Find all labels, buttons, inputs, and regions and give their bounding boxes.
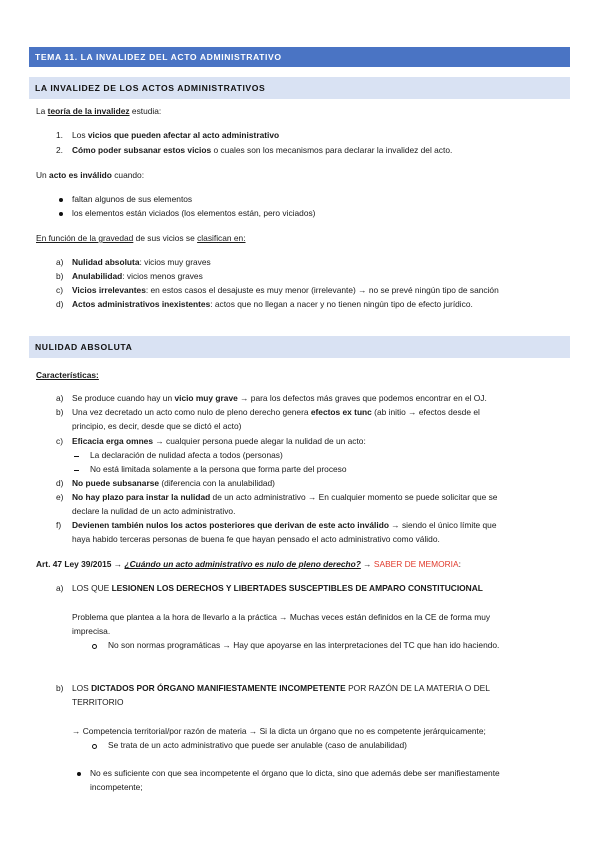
list-marker: b) (56, 407, 64, 417)
numbered-item-1 (56, 130, 586, 142)
text-post: cuando: (111, 170, 145, 180)
list-marker: b) (56, 683, 64, 693)
article-a-problem-cont: imprecisa. (72, 626, 111, 636)
char-c-sub-item: La declaración de nulidad afecta a todos (personas) (90, 450, 283, 460)
list-marker: d) (56, 299, 64, 309)
list-marker: e) (56, 492, 64, 502)
item-text: → siendo el único límite que (388, 520, 497, 530)
article-b-bullet: No es suficiente con que sea incompetente el órgano que lo dicta, sino que además debe ser manifiestamente (90, 768, 500, 778)
item-text: (ab initio → efectos desde el (371, 407, 480, 417)
item-bold: efectos ex tunc (310, 407, 372, 417)
text-bold: acto es inválido (49, 170, 112, 180)
item-bold: Vicios irrelevantes (72, 285, 146, 295)
arrow-text: → (111, 559, 125, 569)
bullet-item: los elementos están viciados (los elementos están, pero viciados) (72, 208, 316, 218)
article-b-competence: → Competencia territorial/por razón de materia → Si la dicta un órgano que no es competente jerárquicamente; (72, 726, 486, 736)
char-item-d (56, 478, 586, 490)
document-title-banner: TEMA 11. LA INVALIDEZ DEL ACTO ADMINISTRATIVO (29, 47, 570, 67)
list-marker: a) (56, 583, 64, 593)
item-text: LOS (72, 683, 92, 693)
item-text: o cuales son los mecanismos para declarar la invalidez del acto. (211, 145, 453, 155)
article-b-sub-item: Se trata de un acto administrativo que puede ser anulable (caso de anulabilidad) (108, 740, 407, 750)
item-text: Se produce cuando hay un (72, 393, 175, 403)
item-text: → cualquier persona puede alegar la nulidad de un acto: (153, 436, 366, 446)
intro-term: teoría de la invalidez (47, 106, 130, 116)
article-item-b (56, 683, 586, 695)
memorize-note: SABER DE MEMORIA (373, 559, 459, 569)
item-text: Una vez decretado un acto como nulo de pleno derecho genera (72, 407, 311, 417)
dash-marker (74, 456, 79, 457)
article-a-sub-item: No son normas programáticas → Hay que apoyarse en las interpretaciones del TC que han ido haciendo. (108, 640, 500, 650)
item-bold: Nulidad absoluta (72, 257, 140, 267)
section-heading-nulidad: NULIDAD ABSOLUTA (29, 336, 570, 358)
list-marker: f) (56, 520, 62, 530)
class-item-d (56, 299, 586, 311)
bullet-dot (59, 198, 63, 202)
article-item-b-cont: TERRITORIO (72, 697, 124, 707)
intro-paragraph (36, 106, 566, 118)
punctuation: : (458, 559, 461, 569)
article-question: ¿Cuándo un acto administrativo es nulo de pleno derecho? (124, 559, 361, 569)
article-a-problem: Problema que plantea a la hora de llevarlo a la práctica → Muchas veces están definidos en la CE de forma muy (72, 612, 491, 622)
char-item-b-cont: principio, es decir, desde que se dictó el acto) (72, 421, 242, 431)
item-text: (diferencia con la anulabilidad) (159, 478, 275, 488)
list-marker: d) (56, 478, 64, 488)
char-item-e (56, 492, 586, 504)
circle-bullet (92, 744, 97, 749)
item-bold: Devienen también nulos los actos posteriores que derivan de este acto inválido (72, 520, 389, 530)
bullet-dot (59, 212, 63, 216)
classification-intro (36, 233, 566, 245)
char-item-b (56, 407, 586, 419)
char-item-f (56, 520, 586, 532)
item-bold: Anulabilidad (72, 271, 123, 281)
class-item-a (56, 257, 586, 269)
class-item-b (56, 271, 586, 283)
caracteristicas-heading: Características: (36, 370, 99, 380)
article-item-a (56, 583, 586, 595)
item-bold: DICTADOS POR ÓRGANO MANIFIESTAMENTE INCOMPETENTE (91, 683, 346, 693)
item-bold: No puede subsanarse (72, 478, 160, 488)
item-text: POR RAZÓN DE LA MATERIA O DEL (345, 683, 490, 693)
intro-pre: La (36, 106, 48, 116)
circle-bullet (92, 644, 97, 649)
underlined-text: clasifican en: (197, 233, 246, 243)
class-item-c (56, 285, 586, 297)
item-text: Los (72, 130, 88, 140)
item-bold: vicios que pueden afectar al acto administrativo (87, 130, 280, 140)
underlined-text: En función de la gravedad (36, 233, 134, 243)
item-text: : actos que no llegan a nacer y no tienen ningún tipo de efecto jurídico. (210, 299, 473, 309)
list-marker: 1. (56, 130, 63, 140)
item-text: : vicios menos graves (122, 271, 203, 281)
item-text: : vicios muy graves (139, 257, 211, 267)
article-ref: Art. 47 Ley 39/2015 (36, 559, 112, 569)
char-item-f-cont: haya habido terceras personas de buena fe que hayan pensado el acto administrativo como válido. (72, 534, 440, 544)
article-47-heading (36, 559, 566, 571)
intro-post: estudia: (129, 106, 162, 116)
arrow-text: → (360, 559, 374, 569)
list-marker: c) (56, 285, 63, 295)
article-b-bullet-cont: incompetente; (90, 782, 143, 792)
char-item-e-cont: declare la nulidad de un acto administrativo. (72, 506, 236, 516)
plain-text: de sus vicios se (133, 233, 198, 243)
char-item-c (56, 436, 586, 448)
dash-marker (74, 470, 79, 471)
item-bold: No hay plazo para instar la nulidad (72, 492, 211, 502)
item-bold: LESIONEN LOS DERECHOS Y LIBERTADES SUSCEPTIBLES DE AMPARO CONSTITUCIONAL (111, 583, 483, 593)
bullet-item: faltan algunos de sus elementos (72, 194, 193, 204)
list-marker: a) (56, 393, 64, 403)
numbered-item-2 (56, 145, 586, 157)
text-pre: Un (36, 170, 50, 180)
acto-invalido-paragraph (36, 170, 566, 182)
item-text: : en estos casos el desajuste es muy menor (irrelevante) → no se prevé ningún tipo de sanción (145, 285, 499, 295)
item-bold: vicio muy grave (174, 393, 238, 403)
item-bold: Eficacia erga omnes (72, 436, 153, 446)
item-text: → para los defectos más graves que podemos encontrar en el OJ. (237, 393, 487, 403)
section-heading-invalidez: LA INVALIDEZ DE LOS ACTOS ADMINISTRATIVOS (29, 77, 570, 99)
list-marker: c) (56, 436, 63, 446)
list-marker: b) (56, 271, 64, 281)
item-text: LOS QUE (72, 583, 112, 593)
bullet-dot (77, 772, 81, 776)
char-item-a (56, 393, 586, 405)
list-marker: a) (56, 257, 64, 267)
item-bold: Cómo poder subsanar estos vicios (72, 145, 212, 155)
char-c-sub-item: No está limitada solamente a la persona que forma parte del proceso (90, 464, 347, 474)
item-bold: Actos administrativos inexistentes (72, 299, 211, 309)
item-text: de un acto administrativo → En cualquier momento se puede solicitar que se (210, 492, 498, 502)
list-marker: 2. (56, 145, 63, 155)
